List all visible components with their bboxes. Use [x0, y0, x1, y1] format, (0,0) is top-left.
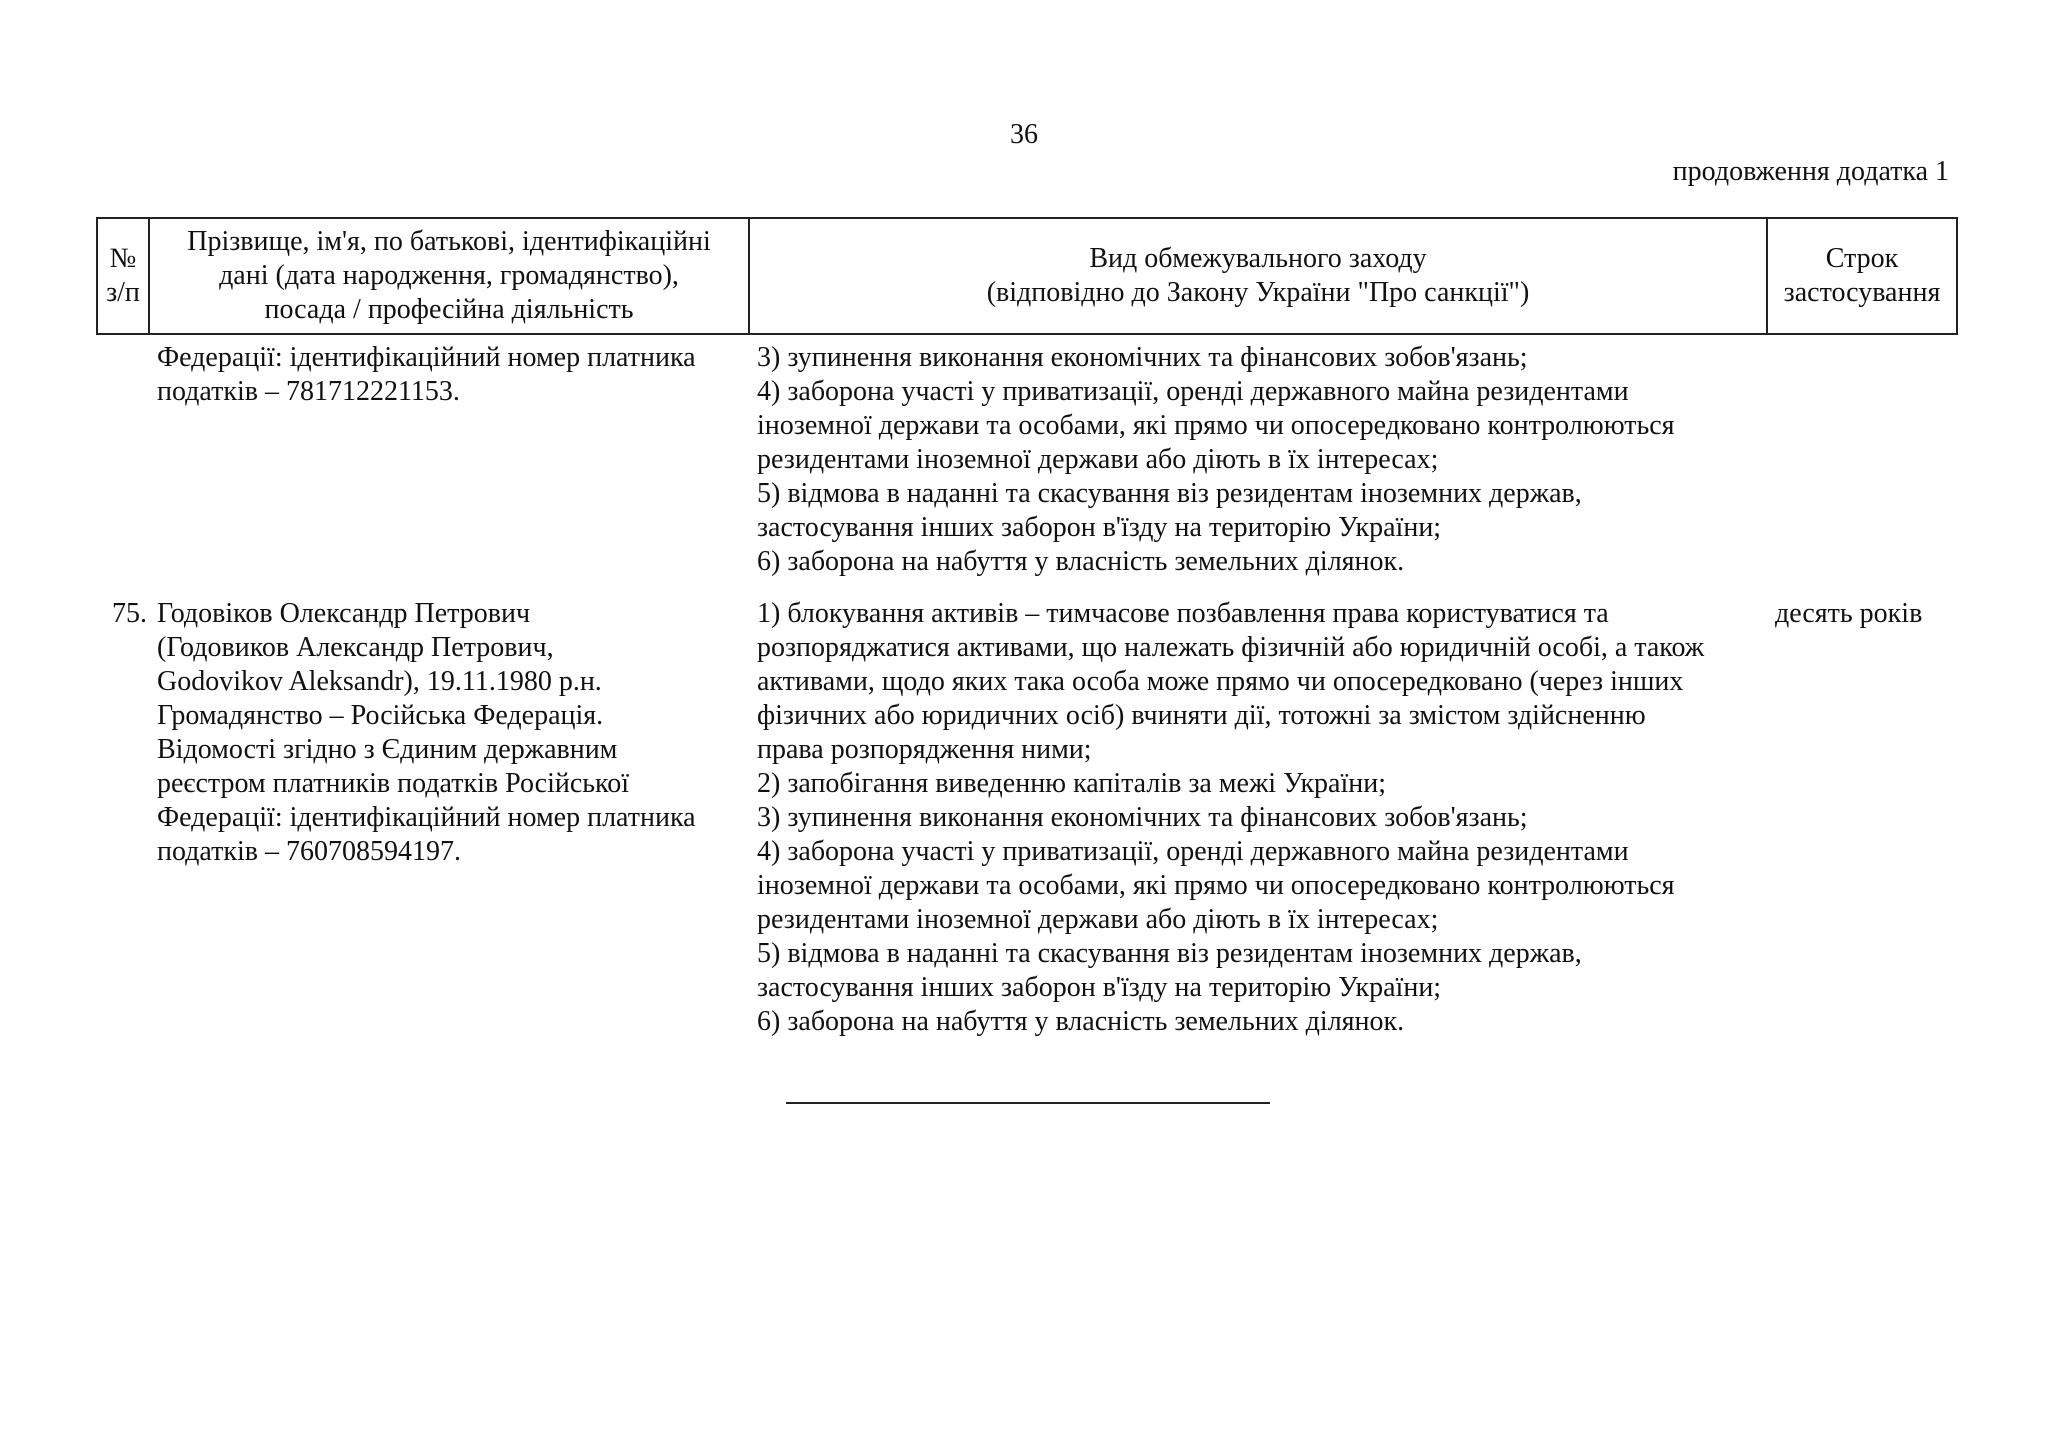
- end-divider: [786, 1102, 1270, 1104]
- header-name: Прізвище, ім'я, по батькові, ідентифікаційні дані (дата народження, громадянство), посада / професійна діяльність: [149, 218, 749, 334]
- application-term: десять років: [1775, 598, 1923, 629]
- restrictive-measures: 3) зупинення виконання економічних та фінансових зобов'язань; 4) заборона участі у приватизації, оренді державного майна резидентами іноземної держави та особами, які прямо чи опосередковано контролюються резидентами іноземної держави або діють в їх інтересах; 5) відмова в наданні та скасування віз резидентам іноземних держав, застосування інших заборон в'їзду на територію України; 6) заборона на набуття у власність земельних ділянок.: [757, 342, 1675, 577]
- header-term: Строк застосування: [1767, 218, 1957, 334]
- page-number: 36: [1010, 119, 1038, 150]
- table-row: [97, 595, 1957, 1039]
- restrictive-measures: 1) блокування активів – тимчасове позбавлення права користуватися та розпоряджатися активами, що належать фізичній або юридичній особі, а також активами, щодо яких така особа може прямо чи опосередковано (через інших фізичних або юридичних осіб) вчиняти дії, тотожні за змістом здійсненню права розпорядження ними; 2) запобігання виведенню капіталів за межі України; 3) зупинення виконання економічних та фінансових зобов'язань; 4) заборона участі у приватизації, оренді державного майна резидентами іноземної держави та особами, які прямо чи опосередковано контролюються резидентами іноземної держави або діють в їх інтересах; 5) відмова в наданні та скасування віз резидентам іноземних держав, застосування інших заборон в'їзду на територію України; 6) заборона на набуття у власність земельних ділянок.: [757, 598, 1705, 1037]
- table-header-row: [97, 218, 1957, 334]
- continuation-label: продовження додатка 1: [1672, 156, 1949, 187]
- header-num: № з/п: [97, 218, 149, 334]
- person-details: Годовіков Олександр Петрович (Годовиков Александр Петрович, Godovikov Aleksandr), 19.11.1980 р.н. Громадянство – Російська Федерація. Відомості згідно з Єдиним державним реєстром платників податків Російської Федерації: ідентифікаційний номер платника податків – 760708594197.: [157, 598, 696, 867]
- application-term: [1767, 334, 1957, 595]
- table-row: [97, 334, 1957, 595]
- person-details: Федерації: ідентифікаційний номер платника податків – 781712221153.: [157, 342, 696, 407]
- row-number: 75.: [112, 598, 147, 629]
- header-measure: Вид обмежувального заходу (відповідно до Закону України "Про санкції"): [749, 218, 1767, 334]
- row-number: [97, 334, 149, 595]
- sanctions-table: [96, 217, 1958, 1039]
